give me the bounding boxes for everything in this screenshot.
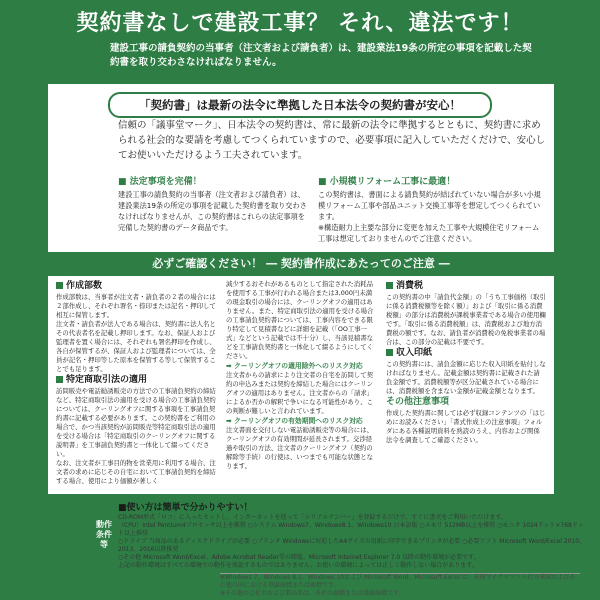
note-title-tokushoho: 特定商取引法の適用: [56, 374, 216, 387]
feature-1-body: 建設工事の請負契約の当事者（注文者および請負者）は、建設業法19条の所定の事項を記載した契約書を取り交わさなければなりませんが、この契約書はこれらの法定事項を完備した契約書のデータ商品です。: [118, 190, 307, 232]
cooling-off-exclusion-title: ➡ クーリングオフの適用除外へのリスク対応: [226, 362, 363, 370]
conditions-heading: ■使い方は簡単で分かりやすい！: [118, 503, 253, 513]
note-body-other: 作成した契約書に関しては必ず収録コンテンツの「はじめにお読みください」「書式作成上の注意事項」フォルダにある各種説明資料を熟読のうえ、内容および関係法令を調査してご確認ください。: [386, 409, 546, 444]
square-bullet-icon: [56, 282, 63, 289]
square-bullet-icon: [56, 376, 63, 383]
square-bullet-icon: [386, 349, 393, 356]
intro-body: 信頼の「議事堂マーク」、日本法令の契約書は、常に最新の法令に準拠するとともに、契約書に求められる社会的な要請を考慮してつくられていますので、必要事項に記入していただくだけで、安心してお使いいただけるよう工夫されています。: [118, 120, 546, 161]
note-body-tokushoho: 訪問販売や電話勧誘販売の方法での工事請負契約の締結など、特定商取引法の適用を受ける場合の工事請負契約については、クーリングオフに関する事項を工事請負契約書に記載する必要があります。この契約書をご利用の場合で、かつ当該契約が訪問販売等特定商取引法の適用を受ける場合は「特定商取引のクーリングオフに関する説明書」を工事請負契約書と一体化して綴ってください。 なお、注文者が工事目的物を営業用に利用する場合、注文者の求めに応じその自宅において工事請負契約を締結する場合、使用により価額が著しく: [56, 387, 216, 485]
feature-2-body: この契約書は、書面による請負契約が結ばれていない場合が多い小規模リフォーム工事や部品ユニット交換工事等を想定してつくられています。: [318, 190, 541, 221]
conditions-line: ○その他 Microsoft Word/Excel、Adobe Acrobat Reader等の閲覧、Microsoft Internet Explorer 7.0 以降の動作環境が必要です。: [118, 554, 480, 561]
operating-conditions-tab: 動作条件等: [96, 516, 112, 600]
note-body-stamp: この契約書には、請負金額に応じた収入印紙を貼付しなければなりません。記載金額は契約書に記載された請負金額です。消費税額等が区分記載されている場合には、消費税額を含まない金額が記載金額となります。: [386, 360, 546, 395]
note-title-stamp: 収入印紙: [386, 347, 546, 360]
trademark-notes: [220, 573, 580, 596]
hero: [0, 0, 600, 80]
cooling-off-period-title: ➡ クーリングオフの有効期間へのリスク対応: [226, 417, 363, 425]
note-body-continued: 減少するおそれがあるものとして指定された消耗品を使用する工事が行われる場合または3,000円未満の現金取引の場合には、クーリングオフの適用はありません。また、特定商取引法の適用を受ける場合の工事請負契約書については、工事内容をできる限り特定して見積書などに詳細を記載（「OO工事一式」などという記載では不十分）し、当該見積書などを工事請負契約書と一体化して綴るようにしてください。: [226, 280, 374, 360]
feature-2: [318, 176, 544, 244]
note-body-copies: 作成部数は、当事者が注文者・請負者の２者の場合には２部作成し、それぞれ署名・捺印または記名・押印して相互に保管します。 注文者・請負者が法人である場合は、契約書に法人名とその代表者名を記載し押印します。なお、保証人および監理者を置く場合には、それぞれも署名押印を作成し、各自が保管するが、保証人および監理者については、全員が記名・押印等した原本を保管する等して保管することでも足ります。: [56, 293, 216, 373]
feature-2-title: ■ 小規模リフォーム工事に最適！: [318, 177, 456, 187]
conditions-line: CD-ROM形式「ロコ」に入ったセットし、インターネットを使って「シリアルナンバー」を登録するだけで、すぐに書式をご利用いただけます。: [118, 514, 507, 521]
notes-column-3: [386, 280, 546, 445]
note-body-tax: この契約書の中「請負代金額」の「うち工事価格（取引に係る消費税額等を除く額）」および「取引に係る消費税額」の部分は消費税が課税事業者である場合の使用欄です。「取引に係る消費税額」は、消費税および地方消費税の額です。なお、請負者が消費税の免税事業者の場合は、この部分の記載は不要です。: [386, 293, 546, 346]
conditions-line: 上記の動作環境はすべての環境での動作を保証するものではありません。お使いの環境によっては正しく動作しない場合があります。: [118, 562, 478, 569]
notes-column-2: [226, 280, 376, 471]
notes-column-1: [56, 280, 216, 486]
feature-2-note: ※構造耐力上主要な部分に変更を加えた工事や大規模住宅リフォーム工事は想定しておりませんのでご注意ください。: [318, 223, 540, 243]
note-title-copies: 作成部数: [56, 280, 216, 293]
feature-1: [118, 176, 308, 233]
trademark-line: ※Windows 7、Windows 8.1、Windows 10および Microsoft Word、Microsoft Excel は、米国マイクロソフト社の米国およびその他の国における登録商標または商標です。: [220, 574, 576, 589]
note-title-other: その他注意事項: [386, 397, 450, 407]
cooling-off-period-body: 注文書面を交付しない電話勧誘販売等の場合には、クーリングオフの有効期間が延長されます。交渉経過や取引の方法、注文者のクーリングオフ（契約の解除等手続）の行使は、いつまでも可能な状態となります。: [226, 426, 373, 470]
conditions-line: （CPU）Intel Pentium4プロセッサ以上を推奨 ○システム Windows7、Windows8.1、Windows10 日本語版 ○メモリ 512MB以上を推奨 ○モニタ 1024ドット×768ドット以上推奨: [118, 522, 584, 537]
hero-subtitle: 建設工事の請負契約の当事者（注文者および請負者）は、建設業法19条の所定の事項を記載した契約書を取り交わさなければなりません。: [110, 43, 532, 68]
hero-title: 契約書なしで建設工事？ それ、違法です！: [76, 11, 524, 36]
notice-banner: 必ずご確認ください！ ― 契約書作成にあたってのご注意 ―: [48, 252, 554, 276]
note-title-tax: 消費税: [386, 280, 546, 293]
conditions-line: ○ドライブ 当商品のあるディスクドライブが必要 ○プリンタ Windowsに対応したA4サイズの用紙に印字できるプリンタが必要 ○必要ソフト Microsoft Word/Excel 2010、2013、2016以降推奨: [118, 538, 586, 553]
square-bullet-icon: [386, 282, 393, 289]
feature-1-title: ■ 法定事項を完備！: [118, 177, 202, 187]
intro-pill: 「契約書」は最新の法令に準拠した日本法令の契約書が安心！: [108, 92, 492, 118]
cooling-off-exclusion-body: 注文者からの請求により注文者の自宅を訪問して契約の申込みまたは契約を締結した場合にはクーリングオフの適用はありません。注文者からの「請求」によるか否かの解釈で争いになる可能性があり、この判断が難しいと言われています。: [226, 371, 374, 415]
operating-conditions: [118, 502, 588, 570]
trademark-line: ※その他の会社名および製品名は、各社の商標または登録商標です。: [220, 590, 405, 597]
